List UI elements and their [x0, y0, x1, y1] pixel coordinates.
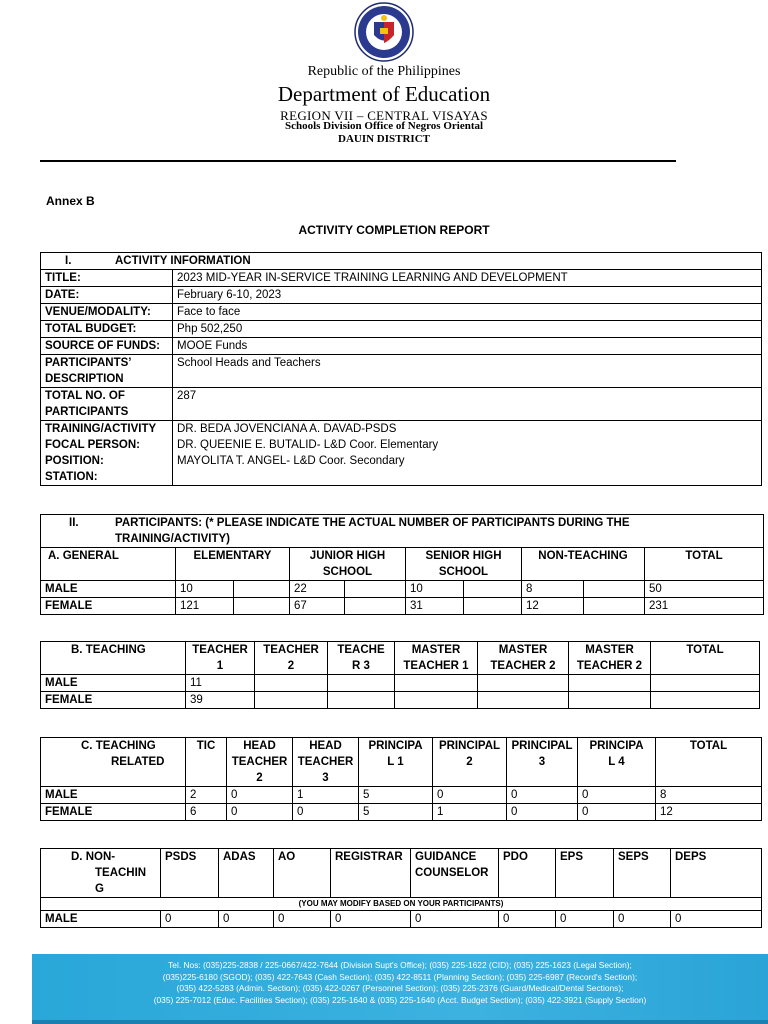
cell: 0 — [227, 787, 293, 804]
cell — [328, 692, 395, 709]
column-header: AO — [274, 849, 331, 898]
header-line: 2 — [466, 756, 473, 768]
header-line: 3 — [538, 756, 546, 768]
table-row — [41, 338, 762, 355]
region-line: REGION VII – CENTRAL VISAYAS — [280, 108, 488, 123]
report-title: ACTIVITY COMPLETION REPORT — [298, 223, 490, 237]
table-row — [41, 388, 762, 421]
row-value: 2023 MID-YEAR IN-SERVICE TRAINING LEARNING AND DEVELOPMENT — [173, 270, 762, 287]
table-row — [41, 675, 760, 692]
header-line: TEACHER — [231, 756, 288, 768]
row-value: MOOE Funds — [173, 338, 762, 355]
focal-label-line: POSITION: — [45, 455, 104, 467]
participants-general-table — [40, 514, 764, 615]
footer-line: Tel. Nos: (035)225-2838 / 225-0667/422-7644 (Division Supt's Office); (035) 225-1622 (CID); (035) 225-1623 (Legal Section); — [168, 960, 632, 970]
cell: 0 — [161, 911, 219, 928]
department-title: Department of Education — [277, 82, 491, 106]
cell: 0 — [614, 911, 671, 928]
cell: 0 — [578, 804, 656, 821]
column-header: ADAS — [219, 849, 274, 898]
cell: 5 — [359, 787, 433, 804]
row-label: MALE — [41, 911, 161, 928]
cell: 0 — [507, 804, 578, 821]
column-header: EPS — [556, 849, 614, 898]
cell: 121 — [176, 598, 234, 615]
column-header — [186, 642, 255, 675]
row-value — [173, 421, 762, 486]
modify-note: (YOU MAY MODIFY BASED ON YOUR PARTICIPANTS) — [41, 898, 762, 911]
header-line: TEACHER 2 — [490, 660, 556, 672]
table-row — [41, 692, 760, 709]
cell: 2 — [186, 787, 227, 804]
focal-value-line: DR. QUEENIE E. BUTALID- L&D Coor. Elementary — [177, 439, 439, 451]
column-header — [569, 642, 651, 675]
header-line: MASTER — [498, 644, 548, 656]
participants-label-line: DESCRIPTION — [45, 373, 124, 385]
header-line: TEACHER — [297, 756, 354, 768]
row-label: MALE — [41, 787, 186, 804]
column-header — [478, 642, 569, 675]
header-line: PRINCIPAL — [438, 740, 501, 752]
cell: 0 — [227, 804, 293, 821]
participants-teaching-related-table — [40, 737, 762, 821]
cell — [651, 675, 760, 692]
republic-line: Republic of the Philippines — [307, 64, 461, 79]
cell — [255, 692, 328, 709]
cell: 0 — [433, 787, 507, 804]
cell — [395, 692, 478, 709]
cell — [345, 581, 406, 598]
column-header — [293, 738, 359, 787]
column-header: TOTAL — [656, 738, 762, 787]
non-teaching-label-line: TEACHIN — [95, 867, 147, 879]
focal-label-line: STATION: — [45, 471, 98, 483]
cell: 12 — [656, 804, 762, 821]
table-row — [41, 421, 762, 486]
header-line: TEACHER 1 — [403, 660, 469, 672]
cell — [584, 581, 645, 598]
table-row — [41, 355, 762, 388]
cell: 50 — [645, 581, 764, 598]
row-value: Php 502,250 — [173, 321, 762, 338]
contact-footer — [32, 954, 768, 1020]
cell — [478, 675, 569, 692]
cell — [651, 692, 760, 709]
header-line: GUIDANCE — [415, 851, 477, 863]
non-teaching-label-line: G — [95, 883, 104, 895]
row-value: Face to face — [173, 304, 762, 321]
cell: 8 — [522, 581, 584, 598]
cell — [255, 675, 328, 692]
table-row — [41, 804, 762, 821]
cell — [464, 598, 522, 615]
cell: 0 — [331, 911, 411, 928]
cell — [478, 692, 569, 709]
header-line: TEACHER 2 — [576, 660, 643, 672]
table-row — [41, 515, 764, 548]
header-line: R 3 — [352, 660, 370, 672]
cell — [395, 675, 478, 692]
table-row — [41, 598, 764, 615]
total-label-line: TOTAL NO. OF — [45, 390, 125, 402]
cell: 231 — [645, 598, 764, 615]
related-label — [41, 738, 186, 787]
cell: 11 — [186, 675, 255, 692]
cell: 12 — [522, 598, 584, 615]
table-row — [41, 321, 762, 338]
header-line: 2 — [256, 772, 263, 784]
cell — [584, 598, 645, 615]
column-header — [507, 738, 578, 787]
row-label: MALE — [41, 581, 176, 598]
header-line: L 4 — [608, 756, 625, 768]
column-header: PDO — [499, 849, 556, 898]
header-line: SCHOOL — [322, 566, 373, 578]
column-header: PSDS — [161, 849, 219, 898]
row-label: FEMALE — [41, 804, 186, 821]
cell: 6 — [186, 804, 227, 821]
header-line: SCHOOL — [438, 566, 489, 578]
row-value: 287 — [173, 388, 762, 421]
cell: 0 — [411, 911, 499, 928]
table-row — [41, 287, 762, 304]
footer-bar — [32, 1020, 768, 1024]
row-label: FEMALE — [41, 598, 176, 615]
division-line: Schools Division Office of Negros Oriental — [284, 120, 484, 132]
cell — [234, 598, 290, 615]
section-title-line: PARTICIPANTS: (* PLEASE INDICATE THE ACTUAL NUMBER OF PARTICIPANTS DURING THE — [115, 517, 630, 529]
section-number: II. — [69, 517, 79, 529]
column-header: REGISTRAR — [331, 849, 411, 898]
column-header — [433, 738, 507, 787]
column-header: ELEMENTARY — [176, 548, 290, 581]
cell: 0 — [556, 911, 614, 928]
footer-line: (035)225-6180 (SGOD); (035) 422-7643 (Cash Section); (035) 422-8511 (Planning Section); (035) 225-6987 (Record's Section); — [162, 971, 638, 982]
cell: 39 — [186, 692, 255, 709]
header-line: TEACHE — [337, 644, 385, 656]
table-row — [41, 642, 760, 675]
cell: 0 — [293, 804, 359, 821]
header-line: SENIOR HIGH — [425, 550, 502, 562]
column-header — [359, 738, 433, 787]
header-line: MASTER — [411, 644, 461, 656]
header-line: PRINCIPAL — [511, 740, 573, 752]
focal-value-line: DR. BEDA JOVENCIANA A. DAVAD-PSDS — [177, 423, 397, 435]
row-value: February 6-10, 2023 — [173, 287, 762, 304]
footer-line: (035) 422-5283 (Admin. Section); (035) 422-0267 (Personnel Section); (035) 225-2376 (Guard/Medical/Dental Sections); — [176, 983, 624, 993]
column-header — [395, 642, 478, 675]
header-line: L 1 — [387, 756, 404, 768]
header-line: COUNSELOR — [415, 867, 489, 879]
row-label: TOTAL BUDGET: — [41, 321, 173, 338]
cell: 1 — [293, 787, 359, 804]
cell — [234, 581, 290, 598]
header-line: 2 — [287, 660, 295, 672]
section-header-wrap — [45, 515, 759, 547]
header-line: PRINCIPA — [589, 740, 644, 752]
table-row — [41, 787, 762, 804]
column-header — [578, 738, 656, 787]
row-label — [41, 421, 173, 486]
column-header: TIC — [186, 738, 227, 787]
footer-line: (035) 225-7012 (Educ. Facilities Section); (035) 225-1640 & (035) 225-1640 (Acct. Budget Section); (035) 422-3921 (Supply Section) — [153, 994, 647, 1005]
annex-label: Annex B — [46, 194, 95, 208]
cell: 10 — [406, 581, 464, 598]
cell: 0 — [219, 911, 274, 928]
column-header: SEPS — [614, 849, 671, 898]
header-line: PRINCIPA — [368, 740, 423, 752]
section-header — [41, 515, 764, 548]
cell: 67 — [290, 598, 345, 615]
participants-teaching-table — [40, 641, 760, 709]
cell: 0 — [499, 911, 556, 928]
cell: 5 — [359, 804, 433, 821]
column-header — [328, 642, 395, 675]
section-title: ACTIVITY INFORMATION — [115, 255, 251, 267]
table-row — [41, 270, 762, 287]
column-header — [406, 548, 522, 581]
column-header — [411, 849, 499, 898]
cell — [464, 581, 522, 598]
header-line: HEAD — [243, 740, 276, 752]
deped-seal-icon — [354, 2, 414, 62]
general-label — [41, 548, 176, 581]
row-label: VENUE/MODALITY: — [41, 304, 173, 321]
row-value: School Heads and Teachers — [173, 355, 762, 388]
header-line: 1 — [216, 660, 224, 672]
header-divider — [40, 160, 676, 162]
cell — [328, 675, 395, 692]
total-label-line: PARTICIPANTS — [45, 406, 129, 418]
cell — [569, 675, 651, 692]
column-header — [255, 642, 328, 675]
header-line: MASTER — [585, 644, 634, 656]
district-line: DAUIN DISTRICT — [338, 133, 430, 145]
row-label: DATE: — [41, 287, 173, 304]
section-title — [115, 515, 630, 547]
cell: 0 — [507, 787, 578, 804]
related-label-line: C. TEACHING — [81, 740, 156, 752]
teaching-label — [41, 642, 186, 675]
column-header: TOTAL — [645, 548, 764, 581]
participants-label-line: PARTICIPANTS’ — [45, 357, 132, 369]
focal-label-line: TRAINING/ACTIVITY — [45, 423, 157, 435]
cell — [569, 692, 651, 709]
header-line: TEACHER — [192, 644, 248, 656]
table-row — [41, 898, 762, 911]
column-header — [290, 548, 406, 581]
column-header: TOTAL — [651, 642, 760, 675]
section-title-line: TRAINING/ACTIVITY) — [115, 533, 230, 545]
focal-value-line: MAYOLITA T. ANGEL- L&D Coor. Secondary — [177, 455, 405, 467]
column-header: NON-TEACHING — [522, 548, 645, 581]
non-teaching-label-line: D. NON- — [71, 851, 116, 863]
table-row — [41, 581, 764, 598]
table-row — [41, 548, 764, 581]
header-line: 3 — [322, 772, 329, 784]
table-row — [41, 849, 762, 898]
section-number: I. — [65, 255, 72, 267]
header-line: HEAD — [309, 740, 342, 752]
row-label: SOURCE OF FUNDS: — [41, 338, 173, 355]
non-teaching-label — [41, 849, 161, 898]
cell — [345, 598, 406, 615]
cell: 31 — [406, 598, 464, 615]
section-header — [41, 253, 762, 270]
cell: 8 — [656, 787, 762, 804]
focal-label-line: FOCAL PERSON: — [45, 439, 140, 451]
header-line: JUNIOR HIGH — [309, 550, 386, 562]
general-label-text: A. GENERAL — [48, 550, 119, 562]
activity-information-table — [40, 252, 762, 486]
cell: 0 — [274, 911, 331, 928]
table-row — [41, 911, 762, 928]
cell: 10 — [176, 581, 234, 598]
teaching-label-text: B. TEACHING — [71, 644, 146, 656]
row-label — [41, 355, 173, 388]
cell: 0 — [578, 787, 656, 804]
column-header — [227, 738, 293, 787]
row-label: MALE — [41, 675, 186, 692]
participants-non-teaching-table — [40, 848, 762, 928]
table-row — [41, 738, 762, 787]
cell: 22 — [290, 581, 345, 598]
related-label-line: RELATED — [111, 756, 165, 768]
cell: 1 — [433, 804, 507, 821]
header-line: TEACHER — [263, 644, 319, 656]
column-header: DEPS — [671, 849, 762, 898]
row-label — [41, 388, 173, 421]
table-row — [41, 304, 762, 321]
table-row — [41, 253, 762, 270]
row-label: TITLE: — [41, 270, 173, 287]
cell: 0 — [671, 911, 762, 928]
row-label: FEMALE — [41, 692, 186, 709]
